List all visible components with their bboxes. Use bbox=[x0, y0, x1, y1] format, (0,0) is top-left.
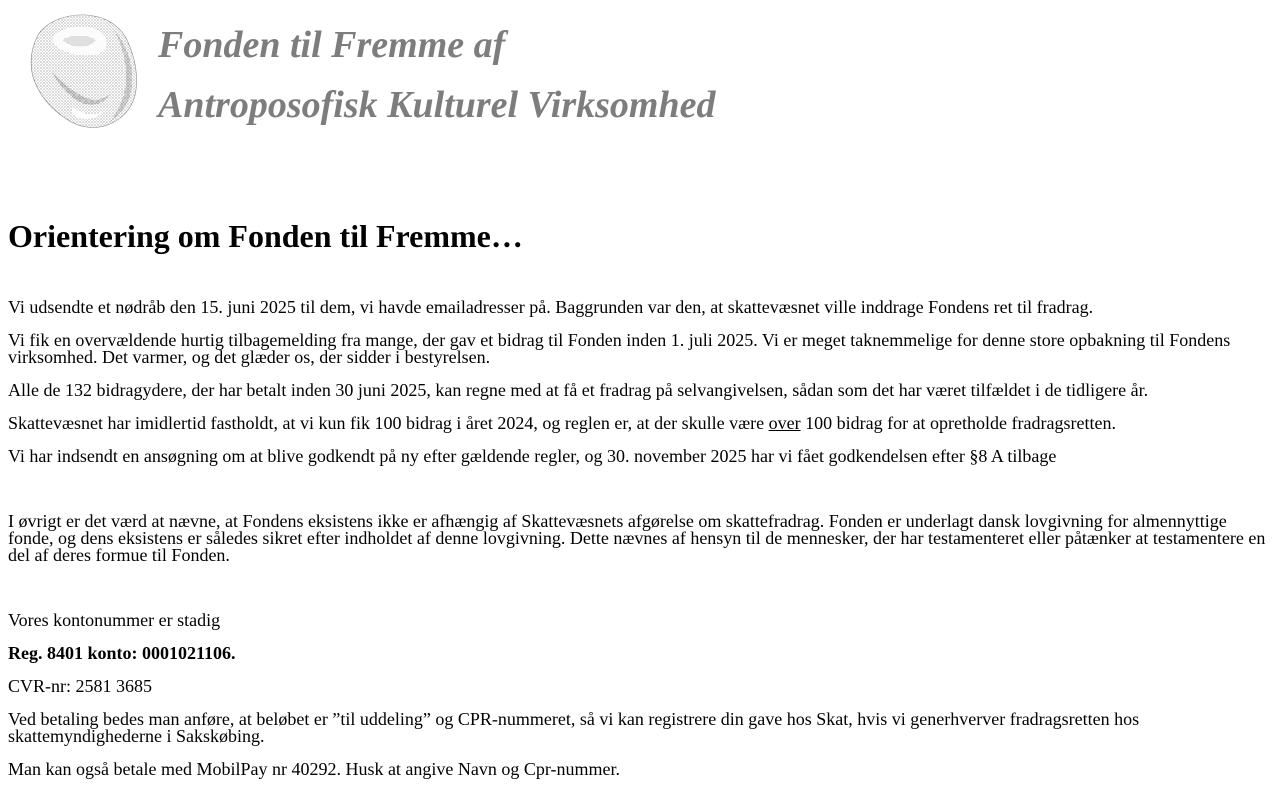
paragraph-tilbagemelding: Vi fik en overvældende hurtig tilbagemelding fra mange, der gav et bidrag til Fonden inden 1. juli 2025. Vi er meget taknemmelige for denne store opbakning til Fondens virksomhed. Det varmer, og det glæder os, der sidder i bestyrelsen. bbox=[8, 330, 1231, 367]
site-header bbox=[22, 10, 782, 135]
account-number bbox=[8, 645, 1276, 662]
paragraph-skattevaesnet-text-before: Skattevæsnet har imidlertid fastholdt, at vi kun fik 100 bidrag i året 2024, og reglen er, at der skulle være bbox=[8, 413, 769, 433]
paragraph-skattevaesnet-text-after: 100 bidrag for at opretholde fradragsretten. bbox=[800, 413, 1116, 433]
paragraph-kontonummer-intro: Vores kontonummer er stadig bbox=[8, 610, 221, 630]
underlined-word-over: over bbox=[768, 413, 801, 433]
site-title-line-1: Fonden til Fremme af bbox=[158, 24, 506, 66]
site-title-line-2: Antroposofisk Kulturel Virksomhed bbox=[158, 84, 716, 126]
paragraph-ansoegning: Vi har indsendt en ansøgning om at blive godkendt på ny efter gældende regler, og 30. november 2025 har vi fået godkendelsen efter §8 A tilbage bbox=[8, 446, 1057, 466]
main-content bbox=[8, 216, 1276, 778]
paragraph-bidragydere: Alle de 132 bidragydere, der har betalt inden 30 juni 2025, kan regne med at få et fradrag på selvangivelsen, sådan som det har været tilfældet i de tidligere år. bbox=[8, 380, 1149, 400]
page-heading: Orientering om Fonden til Fremme… bbox=[8, 218, 523, 254]
paragraph-betaling: Ved betaling bedes man anføre, at beløbet er ”til uddeling” og CPR-nummeret, så vi kan registrere din gave hos Skat, hvis vi generhverver fradragsretten hos skattemyndighederne i Sakskøbing. bbox=[8, 709, 1140, 746]
cvr-number: CVR-nr: 2581 3685 bbox=[8, 676, 152, 696]
account-number-bold: Reg. 8401 konto: 0001021106. bbox=[8, 643, 236, 663]
paragraph-fondens-eksistens: I øvrigt er det værd at nævne, at Fondens eksistens ikke er afhængig af Skattevæsnets afgørelse om skattefradrag. Fonden er underlagt dansk lovgivning for almennyttige fonde, og dens eksistens er således sikret efter indholdet af denne lovgivning. Dette nævnes af hensyn til de mennesker, der har testamenteret eller påtænker at testamentere en del af deres formue til Fonden. bbox=[8, 511, 1266, 565]
paragraph-mobilpay: Man kan også betale med MobilPay nr 40292. Husk at angive Navn og Cpr-nummer. bbox=[8, 759, 621, 779]
paragraph-nodraab: Vi udsendte et nødråb den 15. juni 2025 til dem, vi havde emailadresser på. Baggrunden var den, at skattevæsnet ville inddrage Fondens ret til fradrag. bbox=[8, 297, 1094, 317]
stippled-seed-sculpture-logo-icon bbox=[22, 10, 144, 132]
paragraph-skattevaesnet bbox=[8, 415, 1276, 432]
